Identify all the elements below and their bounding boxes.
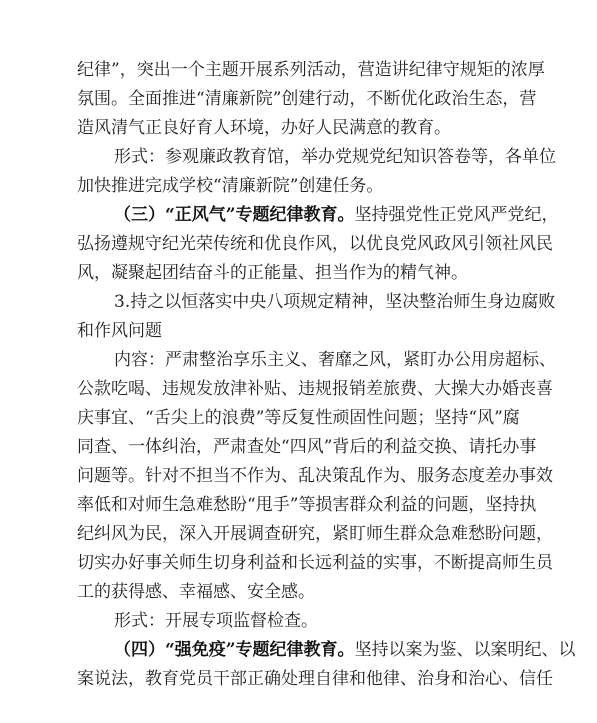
section-heading-line bbox=[114, 639, 576, 661]
paragraph-line: 纪纠风为民，深入开展调查研究，紧盯师生群众急难愁盼问题， bbox=[77, 524, 553, 544]
paragraph-line: 氛围。全面推进“清廉新院”创建行动，不断优化政治生态，营 bbox=[77, 89, 537, 109]
section-heading-rest: 坚持以案为鉴、以案明纪、以 bbox=[354, 640, 576, 660]
paragraph-line: 纪律”，突出一个主题开展系列活动，营造讲纪律守规矩的浓厚 bbox=[77, 60, 545, 80]
paragraph-line: 工的获得感、幸福感、安全感。 bbox=[77, 582, 315, 602]
paragraph-line: 率低和对师生急难愁盼“甩手”等损害群众利益的问题，坚持执 bbox=[77, 495, 537, 515]
paragraph-line: 形式：参观廉政教育馆，举办党规党纪知识答卷等，各单位 bbox=[114, 147, 556, 167]
item-title-line: 3.持之以恒落实中央八项规定精神，坚决整治师生身边腐败 bbox=[114, 292, 556, 312]
paragraph-line: 案说法，教育党员干部正确处理自律和他律、治身和治心、信任 bbox=[77, 669, 553, 689]
paragraph-line: 公款吃喝、违规发放津补贴、违规报销差旅费、大操大办婚丧喜 bbox=[77, 379, 553, 399]
paragraph-line: 形式：开展专项监督检查。 bbox=[114, 611, 318, 631]
section-heading-bold: （四）“强免疫”专题纪律教育。 bbox=[114, 640, 355, 660]
paragraph-line: 内容：严肃整治享乐主义、奢靡之风，紧盯办公用房超标、 bbox=[114, 350, 556, 370]
paragraph-line: 庆事宜、“舌尖上的浪费”等反复性顽固性问题；坚持“风”腐 bbox=[77, 408, 520, 428]
paragraph-line: 同查、一体纠治，严肃查处“四风”背后的利益交换、请托办事 bbox=[77, 437, 537, 457]
paragraph-line: 弘扬遵规守纪光荣传统和优良作风，以优良党风政风引领社风民 bbox=[77, 234, 553, 254]
paragraph-line: 造风清气正良好育人环境，办好人民满意的教育。 bbox=[77, 118, 451, 138]
section-heading-bold: （三）“正风气”专题纪律教育。 bbox=[114, 205, 355, 225]
paragraph-line: 加快推进完成学校“清廉新院”创建任务。 bbox=[77, 176, 384, 196]
section-heading-rest: 坚持强党性正党风严党纪， bbox=[354, 205, 559, 225]
paragraph-line: 切实办好事关师生切身利益和长远利益的实事，不断提高师生员 bbox=[77, 553, 553, 573]
item-title-line: 和作风问题 bbox=[77, 321, 162, 341]
section-heading-line bbox=[114, 204, 559, 226]
paragraph-line: 问题等。针对不担当不作为、乱决策乱作为、服务态度差办事效 bbox=[77, 466, 553, 486]
paragraph-line: 风，凝聚起团结奋斗的正能量、担当作为的精气神。 bbox=[77, 263, 468, 283]
